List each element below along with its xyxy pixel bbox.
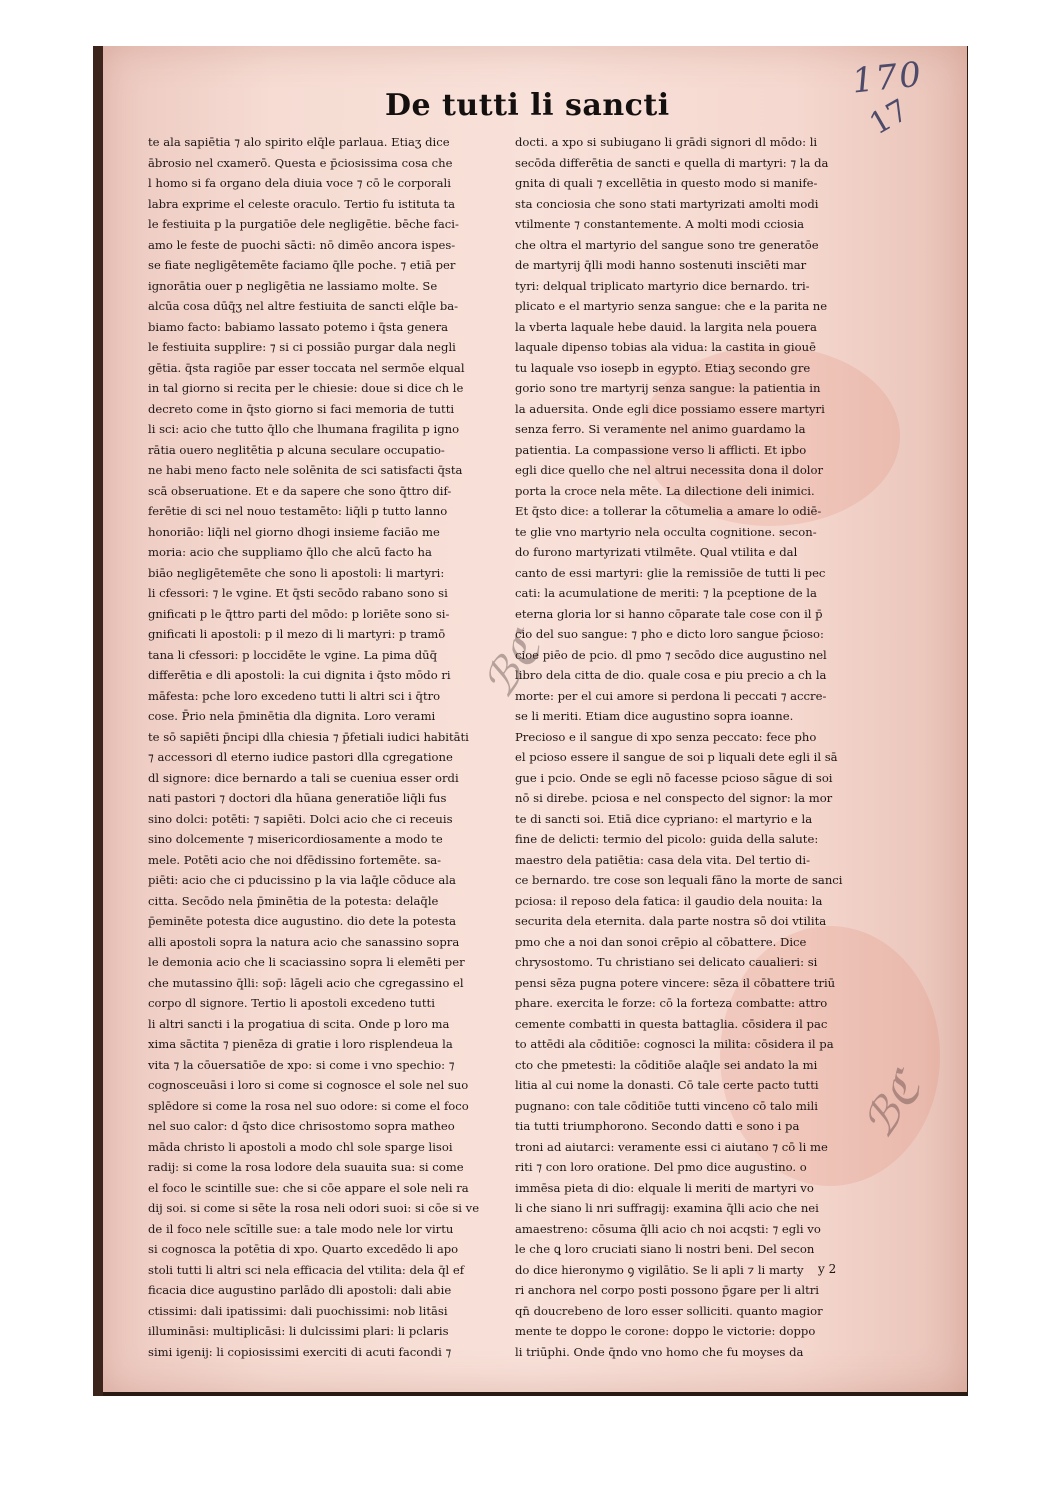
text-line: riti ⁊ con loro oratione. Del pmo dice augustino. o (515, 1160, 807, 1174)
text-line: el foco le scintille sue: che si cōe appare el sole neli ra (148, 1180, 469, 1195)
text-line: phare. exercita le forze: cō la forteza combatte: attro (515, 996, 828, 1010)
text-line: secōda differētia de sancti e quella di martyri: ⁊ la da (515, 155, 829, 170)
text-line: Et q̄sto dice: a tollerar la cōtumelia a amare lo odiē- (515, 504, 822, 518)
text-line: vita ⁊ la cōuersatiōe de xpo: si come i vno spechio: ⁊ (148, 1057, 455, 1072)
text-line: vtilmente ⁊ constantemente. A molti modi cciosia (515, 217, 805, 231)
library-stamp-watermark: ℬℭ (473, 624, 553, 707)
text-line: xima sāctita ⁊ pienēza di gratie i loro risplendeua la (148, 1037, 453, 1051)
text-line: li cfessori: ⁊ le vgine. Et q̄sti secōdo rabano sono si (148, 586, 448, 600)
text-line: ne habi meno facto nele solēnita de sci satisfacti q̄sta (148, 463, 463, 477)
text-line: māda christo li apostoli a modo chl sole sparge lisoi (148, 1139, 453, 1154)
text-line: biamo facto: babiamo lassato potemo i q̄sta genera (148, 319, 449, 334)
text-line: decreto come in q̄sto giorno si faci memoria de tutti (148, 401, 455, 416)
text-line: libro dela citta de dio. quale cosa e piu precio a ch la (515, 668, 827, 682)
text-line: patientia. La compassione verso li afflicti. Et ipbo (515, 442, 807, 457)
text-line: immēsa pieta di dio: elquale li meriti de martyri vo (515, 1180, 814, 1195)
text-line: tia tutti triumphorono. Secondo datti e sono i pa (515, 1119, 800, 1133)
text-line: te glie vno martyrio nela occulta cognitione. secon- (515, 524, 817, 539)
text-line: tana li cfessori: p loccidēte le vgine. La pima dūq̄ (148, 647, 438, 662)
text-line: pugnano: con tale cōditiōe tutti vinceno cō talo mili (515, 1098, 818, 1113)
text-line: docti. a xpo si subiugano li grādi signori dl mōdo: li (515, 135, 818, 149)
text-line: se fiate negligētemēte faciamo q̄lle poche. ⁊ etiā per (148, 258, 456, 272)
text-line: illumināsi: multiplicāsi: li dulcissimi plari: li pclaris (148, 1324, 449, 1338)
text-line: honoriāo: liq̄li nel giorno dhogi insieme faciāo me (148, 524, 440, 539)
text-line: p̄eminēte potesta dice augustino. dio dete la potesta (148, 914, 457, 928)
text-line: cto che pmetesti: la cōditiōe alaq̄le sei andato la mi (515, 1057, 818, 1072)
text-line: simi igenij: li copiosissimi exerciti di acuti facondi ⁊ (148, 1344, 452, 1359)
text-line: morte: per el cui amore si perdona li peccati ⁊ accre- (515, 688, 827, 703)
text-line: mente te doppo le corone: doppo le victorie: doppo (515, 1324, 816, 1338)
text-line: pensi sēza pugna potere vincere: sēza il cōbattere triū (515, 975, 836, 990)
text-line: cioe piēo de pcio. dl pmo ⁊ secōdo dice augustino nel (515, 647, 827, 662)
text-line: scā obseruatione. Et e da sapere che sono q̄ttro dif- (148, 483, 452, 498)
text-line: in tal giorno si recita per le chiesie: doue si dice ch le (148, 381, 464, 395)
text-line: Precioso e il sangue di xpo senza peccato: fece pho (515, 729, 817, 744)
text-line: ri anchora nel corpo posti possono p̄gare per li altri (515, 1283, 820, 1297)
text-line: si cognosca la potētia di xpo. Quarto excedēdo li apo (148, 1242, 459, 1256)
text-line: pciosa: il reposo dela fatica: il gaudio dela nouita: la (515, 893, 823, 908)
text-line: cose. P̄rio nela p̄minētia dla dignita. Loro verami (148, 709, 436, 723)
text-line: te sō sapiēti p̄ncipi dlla chiesia ⁊ p̄fetiali iudici habitāti (148, 729, 469, 744)
text-line: tyri: delqual triplicato martyrio dice bernardo. tri- (515, 278, 810, 293)
text-line: rātia ouero neglitētia p alcuna seculare occupatio- (148, 442, 445, 457)
text-line: la vberta laquale hebe dauid. la largita nela pouera (515, 319, 817, 334)
text-line: dl signore: dice bernardo a tali se cueniua esser ordi (148, 770, 459, 785)
text-line: piēti: acio che ci pducissino p la via laq̄le cōduce ala (148, 873, 456, 887)
text-line: radij: si come la rosa lodore dela suauita sua: si come (148, 1160, 464, 1174)
text-line: gnificati p le q̄ttro parti del mōdo: p loriēte sono si- (148, 606, 450, 621)
text-line: sino dolci: potēti: ⁊ sapiēti. Dolci acio che ci receuis (148, 811, 453, 826)
library-stamp-watermark: ℬℭ (853, 1064, 933, 1147)
text-line: senza ferro. Si veramente nel animo guardamo la (515, 422, 806, 436)
text-line: securita dela eternita. dala parte nostra sō doi vtilita (515, 914, 827, 928)
text-line: gorio sono tre martyrij senza sangue: la patientia in (515, 381, 821, 395)
text-line: litia al cui nome la donasti. Cō tale certe pacto tutti (515, 1078, 819, 1092)
text-line: li triūphi. Onde q̄ndo vno homo che fu moyses da (515, 1344, 804, 1359)
text-line: li che siano li nri suffragij: examina q̄lli acio che nei (515, 1201, 819, 1215)
text-line: la aduersita. Onde egli dice possiamo essere martyri (515, 401, 825, 416)
text-line: el pcioso essere il sangue de soi p liquali dete egli il sā (515, 750, 838, 764)
text-line: mele. Potēti acio che noi dfēdissino fortemēte. sa- (148, 852, 442, 867)
text-line: ābrosio nel cxamerō. Questa e p̄ciosissima cosa che (148, 155, 453, 170)
text-line: te ala sapiētia ⁊ alo spirito elq̄le parlaua. Etiaʒ dice (148, 135, 450, 149)
text-line: alcūa cosa dūq̄ʒ nel altre festiuita de sancti elq̄le ba- (148, 299, 459, 313)
text-line: ferētie di sci nel nouo testamēto: liq̄li p tutto lanno (148, 504, 448, 518)
text-line: ce bernardo. tre cose son lequali fāno la morte de sanci (515, 873, 843, 887)
text-line: dij soi. si come si sēte la rosa neli odori suoi: si cōe si ve (148, 1201, 480, 1215)
text-line: gnificati li apostoli: p il mezo di li martyri: p tramō (148, 627, 446, 641)
folio-number: 170 (850, 54, 925, 102)
text-line: sino dolcemente ⁊ misericordiosamente a modo te (148, 832, 443, 846)
text-line: gue i pcio. Onde se egli nō facesse pcioso sāgue di soi (515, 770, 833, 785)
text-line: splēdore si come la rosa nel suo odore: si come el foco (148, 1098, 469, 1113)
text-line: de il foco nele scītille sue: a tale modo nele lor virtu (148, 1221, 454, 1236)
text-line: l homo si fa organo dela diuia voce ⁊ cō le corporali (148, 176, 451, 190)
text-line: stoli tutti li altri sci nela efficacia del vtilita: dela q̄l ef (148, 1262, 465, 1277)
text-line: do dice hieronymo ꝯ vigilātio. Se li apli ⁊ li marty (515, 1262, 804, 1277)
running-title: De tutti li sancti (385, 88, 670, 123)
text-line: cati: la acumulatione de meriti: ⁊ la pceptione de la (515, 586, 817, 600)
book-spine (93, 46, 103, 1396)
text-line: le festiuita p la purgatiōe dele negligētie. bēche faci- (148, 217, 459, 231)
folio-note: 17 (863, 92, 915, 143)
text-line: le che ꝗ loro cruciati siano li nostri beni. Del secon (515, 1242, 815, 1256)
text-line: li sci: acio che tutto q̄llo che lhumana fragilita p igno (148, 422, 460, 436)
text-line: gētia. q̄sta ragiōe par esser toccata nel sermōe elqual (148, 360, 465, 375)
text-line: sta conciosia che sono stati martyrizati amolti modi (515, 196, 819, 211)
text-line: ficacia dice augustino parlādo dli apostoli: dali abie (148, 1283, 452, 1297)
text-line: de martyrij q̄lli modi hanno sostenuti insciēti mar (515, 258, 807, 272)
text-line: che oltra el martyrio del sangue sono tre generatōe (515, 237, 819, 252)
text-line: biāo negligētemēte che sono li apostoli: li martyri: (148, 565, 445, 580)
text-line: māfesta: pche loro excedeno tutti li altri sci i q̄tro (148, 688, 441, 703)
text-line: corpo dl signore. Tertio li apostoli excedeno tutti (148, 996, 435, 1010)
text-line: troni ad aiutarci: veramente essi ci aiutano ⁊ cō li me (515, 1139, 828, 1154)
text-line: ignorātia ouer p negligētia ne lassiamo molte. Se (148, 278, 438, 293)
text-line: cio del suo sangue: ⁊ pho e dicto loro sangue p̄cioso: (515, 627, 824, 641)
text-line: chrysostomo. Tu christiano sei delicato caualieri: si (515, 955, 818, 969)
text-line: nō si direbe. pciosa e nel conspecto del signor: la mor (515, 791, 833, 805)
text-line: le demonia acio che li scaciassino sopra li elemēti per (148, 955, 465, 969)
text-line: laquale dipenso tobias ala vidua: la castita in giouē (515, 340, 816, 354)
text-line: differētia e dli apostoli: la cui dignita i q̄sto mōdo ri (148, 668, 451, 682)
text-line: gnita di quali ⁊ excellētia in questo modo si manife- (515, 176, 818, 190)
text-line: nel suo calor: d q̄sto dice chrisostomo sopra matheo (148, 1119, 455, 1133)
text-line: ctissimi: dali ipatissimi: dali puochissimi: nob litāsi (148, 1303, 448, 1318)
text-line: qn̄ doucrebeno de loro esser solliciti. quanto magior (515, 1303, 823, 1318)
text-line: citta. Secōdo nela p̄minētia de la potesta: delaq̄le (148, 893, 439, 908)
text-line: le festiuita supplire: ⁊ si ci possiāo purgar dala negli (148, 340, 456, 354)
text-line: to attēdi ala cōditiōe: cognosci la milita: cōsidera il pa (515, 1037, 834, 1051)
text-line: moria: acio che suppliamo q̄llo che alcū facto ha (148, 545, 432, 559)
text-line: canto de essi martyri: glie la remissiōe de tutti li pec (515, 565, 826, 580)
text-line: do furono martyrizati vtilmēte. Qual vtilita e dal (515, 545, 798, 559)
left-text-column (148, 132, 500, 1362)
text-line: ⁊ accessori dl eterno iudice pastori dlla cgregatione (148, 750, 453, 764)
signature-mark: y 2 (818, 1262, 837, 1276)
text-line: eterna gloria lor si hanno cōparate tale cose con il p̄ (515, 606, 823, 621)
text-line: cemente combatti in questa battaglia. cōsidera il pac (515, 1016, 828, 1031)
text-line: fine de delicti: termio del picolo: guida della salute: (515, 832, 819, 846)
text-line: nati pastori ⁊ doctori dla hūana generatiōe liq̄li fus (148, 791, 447, 805)
text-line: amaestreno: cōsuma q̄lli acio ch noi acqsti: ⁊ egli vo (515, 1221, 821, 1236)
text-line: tu laquale vso iosepb in egypto. Etiaʒ secondo gre (515, 360, 811, 375)
text-line: cognosceuāsi i loro si come si cognosce el sole nel suo (148, 1078, 469, 1092)
text-line: plicato e el martyrio senza sangue: che e la parita ne (515, 299, 828, 313)
text-line: labra exprime el celeste oraculo. Tertio fu istituta ta (148, 196, 456, 211)
text-line: se li meriti. Etiam dice augustino sopra ioanne. (515, 709, 794, 723)
text-line: pmo che a noi dan sonoi crēpio al cōbattere. Dice (515, 934, 807, 949)
text-line: amo le feste de puochi sācti: nō dimēo ancora ispes- (148, 237, 456, 252)
text-line: egli dice quello che nel altrui necessita dona il dolor (515, 463, 824, 477)
text-line: che mutassino q̄lli: sop̄: lāgeli acio che cgregassino el (148, 975, 464, 990)
text-line: te di sancti soi. Etiā dice cypriano: el martyrio e la (515, 811, 813, 826)
right-text-column (515, 132, 867, 1362)
text-line: alli apostoli sopra la natura acio che sanassino sopra (148, 934, 460, 949)
text-line: porta la croce nela mēte. La dilectione deli inimici. (515, 483, 815, 498)
text-line: li altri sancti i la progatiua di scita. Onde p loro ma (148, 1016, 450, 1031)
text-line: maestro dela patiētia: casa dela vita. Del tertio di- (515, 852, 811, 867)
